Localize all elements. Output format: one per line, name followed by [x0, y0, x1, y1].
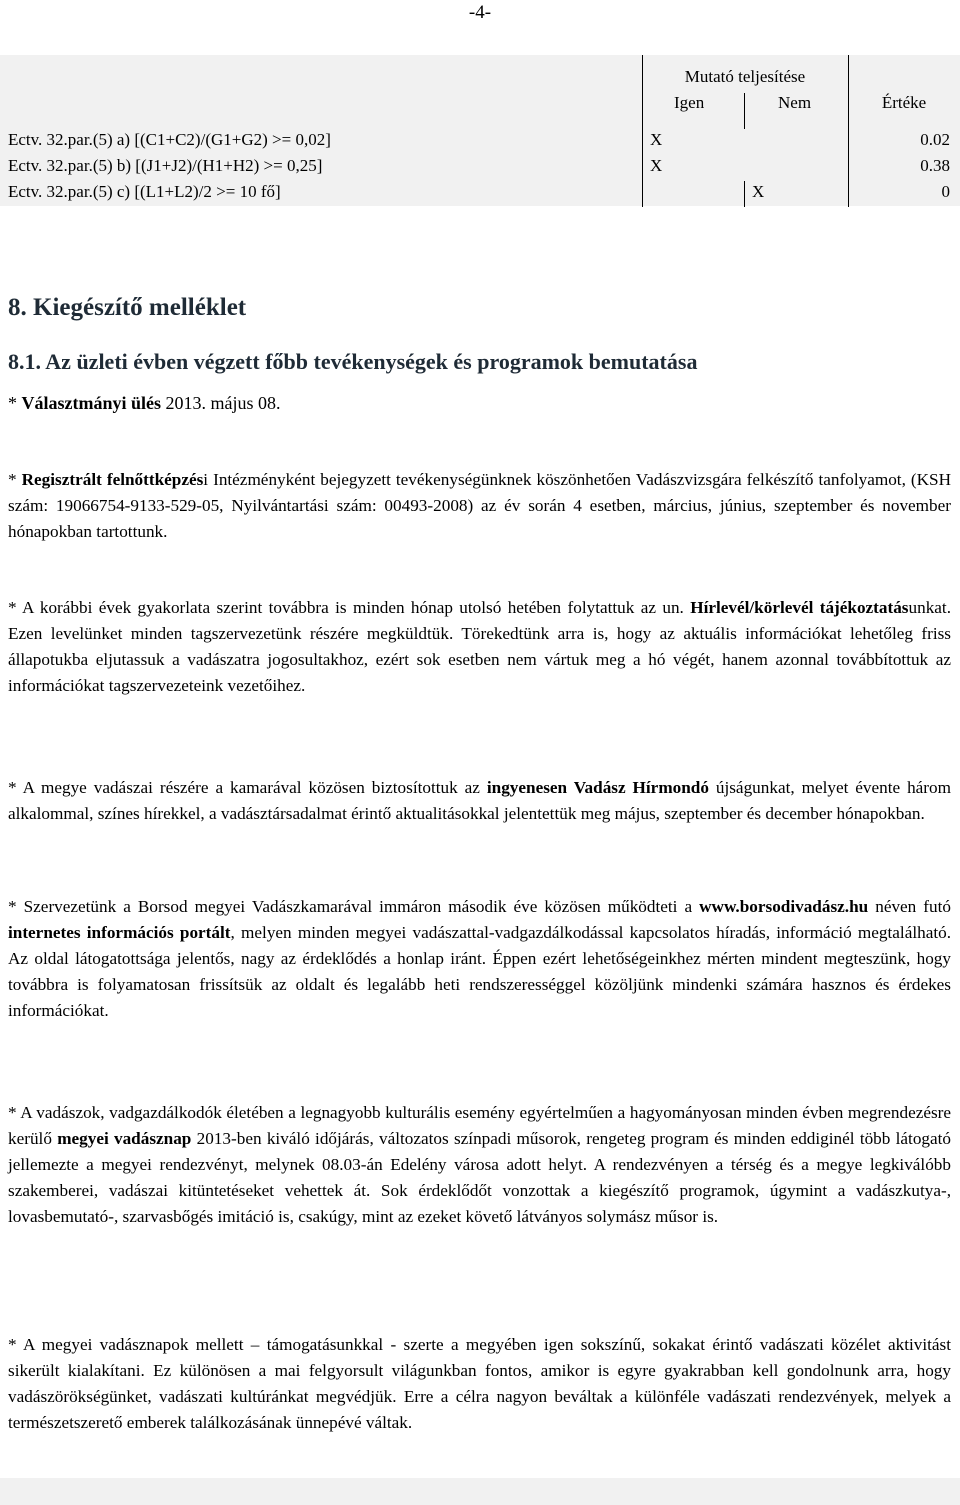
- table-header: [0, 55, 960, 128]
- indicator-table: [0, 55, 960, 206]
- subsection-title: 8.1. Az üzleti évben végzett főbb tevékenységek és programok bemutatása: [8, 349, 698, 374]
- meeting-date: 2013. május 08.: [161, 393, 281, 413]
- p6-text-a: * A megyei vadásznapok mellett – támogatásunkkal - szerte a megyében igen sokszínű, sokakat érintő vadászati közélet aktivitást sikerült kialakítani. Ez különösen a mai felgyorsult világunkban fontos, amikor is egyre gyakrabban kell gondolnunk arra, hogy vadászörökségünket, vadászati kultúránkat megvédjük. Erre a célra nagyon beváltak a különféle vadászati rendezvények, melyek a természetszerető emberek találkozásának ünnepévé váltak.: [8, 1335, 951, 1432]
- table-row: [0, 180, 960, 206]
- p1-text-c: i Intézményként bejegyzett tevékenységünknek köszönhetően Vadászvizsgára felkészítő tanfolyamot, (KSH szám: 19066754-9133-529-05, Nyilvántartási szám: 00493-2008) az év során 4 esetben, március, június, szeptember és november hónapokban tartottunk.: [8, 470, 952, 541]
- paragraph-portal: [8, 894, 951, 1024]
- header-erteke: Értéke: [881, 93, 927, 112]
- p4-bold-url: www.borsodivadász.hu: [699, 897, 869, 916]
- row-label: Ectv. 32.par.(5) b) [(J1+J2)/(H1+H2) >= 0,25]: [8, 156, 323, 175]
- row-nem: X: [752, 182, 765, 201]
- p1-text-a: *: [8, 470, 22, 489]
- table-row: [0, 128, 960, 154]
- row-igen: X: [650, 130, 663, 149]
- row-value: 0.38: [920, 156, 950, 175]
- section-title: 8. Kiegészítő melléklet: [8, 294, 247, 321]
- header-igen: Igen: [674, 93, 705, 112]
- p2-text-c: unkat. Ezen levelünket minden tagszervezetünk részére megküldtük. Törekedtünk arra is, hogy az aktuális információkat lehetőleg friss állapotukba eljutassuk a vadászatra jogosultakhoz, ezért sok esetben nem vártuk meg a hó végét, hanem azonnal továbbítottuk az információkat tagszervezeteink vezetőihez.: [8, 598, 951, 695]
- p4-bold-portal: internetes információs portált: [8, 923, 231, 942]
- paragraph-vadasznap: [8, 1100, 951, 1230]
- paragraph-kozelet: [8, 1332, 951, 1436]
- p2-text-a: * A korábbi évek gyakorlata szerint továbbra is minden hónap utolsó hetében folytattuk az un.: [8, 598, 691, 617]
- paragraph-hirlevel: [8, 595, 951, 699]
- paragraph-vadasz-hirmondo: [8, 775, 951, 827]
- table-row: [0, 154, 960, 180]
- row-value: 0: [941, 182, 950, 201]
- page-number: -4-: [468, 2, 492, 23]
- header-nem: Nem: [778, 93, 812, 112]
- p5-text-a: * A vadászok, vadgazdálkodók életében a legnagyobb kulturális esemény egyértelműen a hagyományosan minden évben megrendezésre kerülő: [8, 1103, 951, 1148]
- row-value: 0.02: [920, 130, 950, 149]
- footer-bar: [0, 1478, 960, 1505]
- p2-bold: Hírlevél/körlevél tájékoztatás: [690, 598, 909, 617]
- meeting-line: [8, 393, 281, 414]
- p1-bold: Regisztrált felnőttképzés: [21, 470, 204, 489]
- paragraph-felnottkepzes: [8, 467, 951, 545]
- meeting-bold: Választmányi ülés: [21, 393, 161, 413]
- row-igen: X: [650, 156, 663, 175]
- row-label: Ectv. 32.par.(5) c) [(L1+L2)/2 >= 10 fő]: [8, 182, 281, 201]
- p5-bold: megyei vadásznap: [57, 1129, 192, 1148]
- meeting-prefix: *: [8, 393, 22, 413]
- p4-text-a: * Szervezetünk a Borsod megyei Vadászkamarával immáron második éve közösen működteti a: [8, 897, 700, 916]
- row-label: Ectv. 32.par.(5) a) [(C1+C2)/(G1+G2) >= 0,02]: [8, 130, 331, 149]
- p3-text-a: * A megye vadászai részére a kamarával közösen biztosítottuk az: [8, 778, 487, 797]
- p3-text-c: újságunkat, melyet évente három alkalommal, színes hírekkel, a vadásztársadalmat érintő aktualitásokkal jelentettük meg május, szeptember és december hónapokban.: [8, 778, 951, 823]
- p4-text-c: néven futó: [868, 897, 951, 916]
- p3-bold: ingyenesen Vadász Hírmondó: [486, 778, 709, 797]
- p5-text-c: 2013-ben kiváló időjárás, változatos színpadi műsorok, rengeteg program és minden eddiginél több látogató jellemezte a megyei rendezvényt, melynek 08.03-án Edelény városa adott helyt. A rendezvényen a térség és a megye legkiválóbb szakemberei, vadászai kitüntetéseket vehettek át. Sok érdeklődőt vonzottak a kiegészítő programok, úgymint a vadászkutya-, lovasbemutató-, szarvasbőgés imitáció is, csakúgy, mint az ezeket követő látványos solymász műsor is.: [8, 1129, 952, 1226]
- header-mutato-teljesitese: Mutató teljesítése: [684, 67, 806, 86]
- p4-text-e: , melyen minden megyei vadászattal-vadgazdálkodással kapcsolatos híradás, információ megtalálható. Az oldal látogatottsága jelentős, nagy az érdeklődés a honlap iránt. Éppen ezért lehetőségeinkhez mérten mindent megteszünk, hogy továbbra is folyamatosan frissítsük az oldalt és legalább heti rendszerességgel közöljünk mindenki számára hasznos és érdekes információkat.: [8, 923, 951, 1020]
